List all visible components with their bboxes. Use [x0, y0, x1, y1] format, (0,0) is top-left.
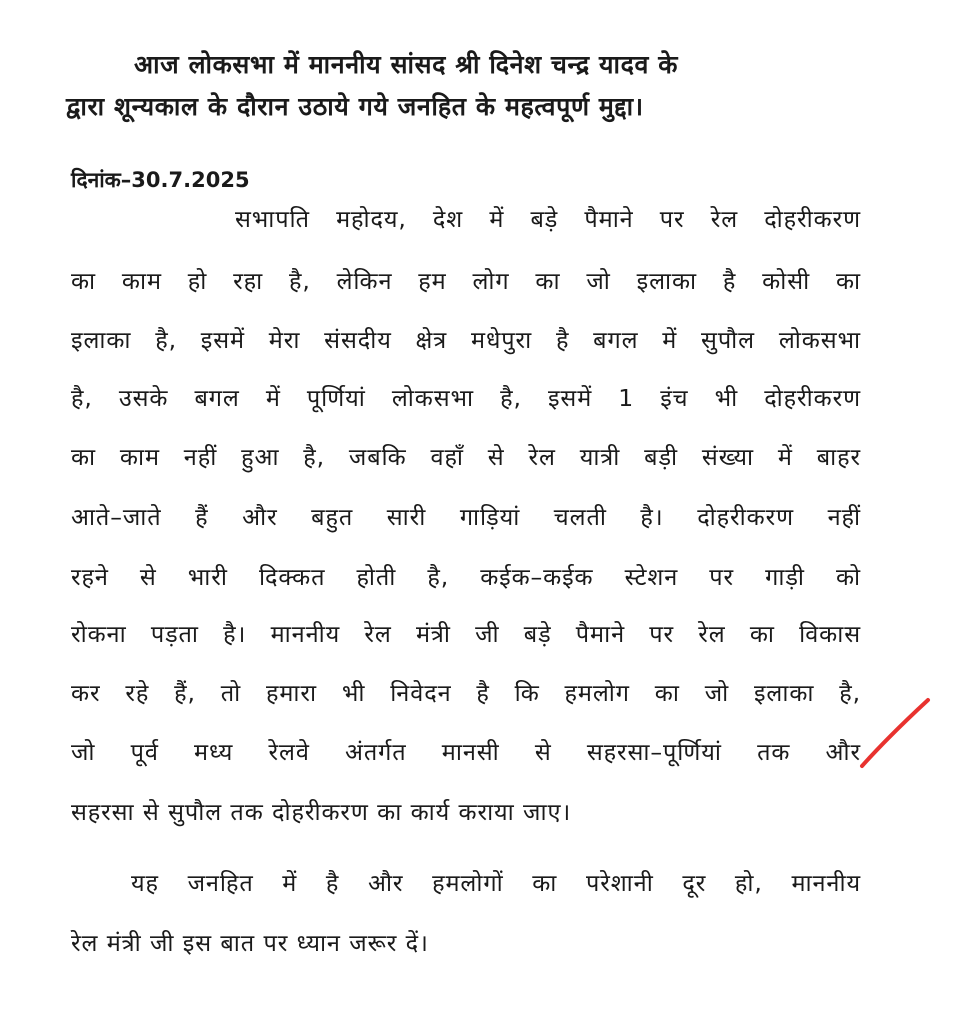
document-heading — [66, 44, 856, 128]
heading-line-2: द्वारा शून्यकाल के दौरान उठाये गये जनहित के महत्वपूर्ण मुद्दा। — [66, 92, 644, 121]
red-pen-stroke — [862, 700, 928, 766]
paragraph-1-line: का काम हो रहा है, लेकिन हम लोग का जो इलाका है कोसी का — [71, 267, 861, 295]
paragraph-1-line: जो पूर्व मध्य रेलवे अंतर्गत मानसी से सहरसा–पूर्णियां तक और — [71, 738, 861, 766]
paragraph-1-line: आते–जाते हैं और बहुत सारी गाड़ियां चलती है। दोहरीकरण नहीं — [71, 503, 861, 531]
paragraph-1-line: इलाका है, इसमें मेरा संसदीय क्षेत्र मधेपुरा है बगल में सुपौल लोकसभा — [71, 326, 861, 354]
paragraph-1-line: रहने से भारी दिक्कत होती है, कईक–कईक स्टेशन पर गाड़ी को — [71, 563, 861, 591]
paragraph-1-line: रोकना पड़ता है। माननीय रेल मंत्री जी बड़े पैमाने पर रेल का विकास — [71, 620, 861, 648]
paragraph-1-line: है, उसके बगल में पूर्णियां लोकसभा है, इसमें 1 इंच भी दोहरीकरण — [71, 384, 861, 412]
paragraph-2-line: रेल मंत्री जी इस बात पर ध्यान जरूर दें। — [71, 929, 429, 957]
paragraph-1-line: सभापति महोदय, देश में बड़े पैमाने पर रेल दोहरीकरण — [235, 205, 861, 233]
paragraph-2-line: यह जनहित में है और हमलोगों का परेशानी दूर हो, माननीय — [131, 869, 861, 897]
paragraph-1-line: सहरसा से सुपौल तक दोहरीकरण का कार्य कराया जाए। — [71, 798, 572, 826]
paragraph-1-line: कर रहे हैं, तो हमारा भी निवेदन है कि हमलोग का जो इलाका है, — [71, 679, 861, 707]
paragraph-1-line: का काम नहीं हुआ है, जबकि वहाँ से रेल यात्री बड़ी संख्या में बाहर — [71, 443, 861, 471]
document-date: दिनांक–30.7.2025 — [71, 168, 250, 192]
heading-line-1: आज लोकसभा में माननीय सांसद श्री दिनेश चन्द्र यादव के — [134, 50, 679, 79]
